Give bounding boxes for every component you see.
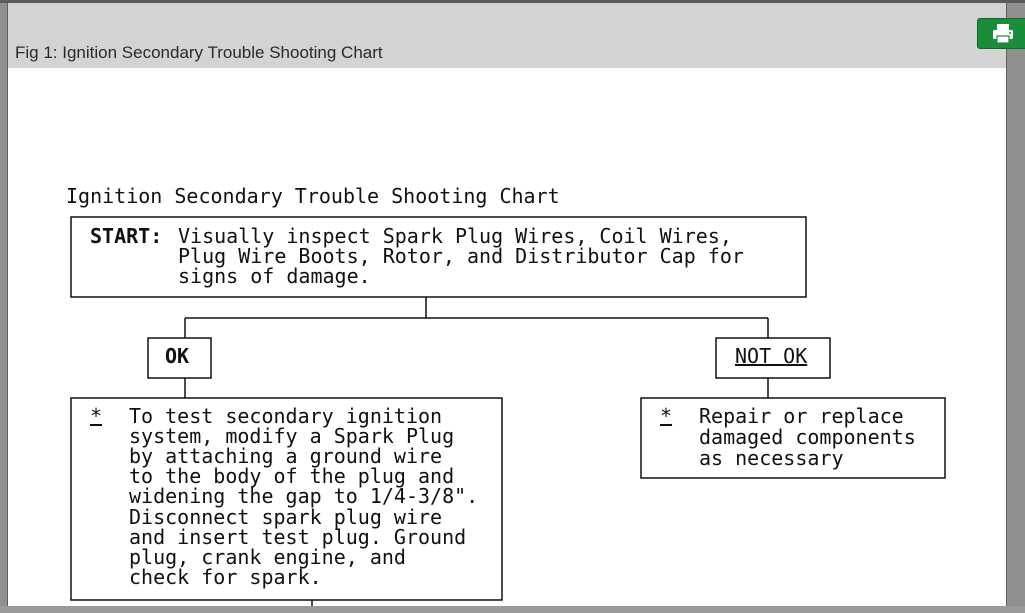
start-label: START: <box>90 224 163 248</box>
not-ok-step-bullet: * <box>660 404 673 428</box>
not-ok-step-line-3: as necessary <box>699 446 844 470</box>
ok-step-line-3: by attaching a ground wire <box>129 444 443 468</box>
ok-label: OK <box>165 344 190 368</box>
not-ok-step-line-2: damaged components <box>699 425 916 449</box>
ok-step-line-2: system, modify a Spark Plug <box>129 424 455 448</box>
scroll-edge <box>0 606 1025 613</box>
flowchart-title: Ignition Secondary Trouble Shooting Chart <box>66 184 560 208</box>
not-ok-step-line-1: Repair or replace <box>699 404 904 428</box>
ok-step-line-9: check for spark. <box>129 565 322 589</box>
figure-caption: Fig 1: Ignition Secondary Trouble Shooting Chart <box>15 43 383 62</box>
start-line-1: Visually inspect Spark Plug Wires, Coil Wires, <box>178 224 732 248</box>
start-line-2: Plug Wire Boots, Rotor, and Distributor Cap for <box>178 244 744 268</box>
ok-step-bullet: * <box>90 404 103 428</box>
ok-step-line-7: and insert test plug. Ground <box>129 525 467 549</box>
ok-step-line-6: Disconnect spark plug wire <box>129 505 443 529</box>
ok-step-line-4: to the body of the plug and <box>129 464 455 488</box>
ok-step-line-5: widening the gap to 1/4-3/8". <box>129 484 479 508</box>
not-ok-label: NOT OK <box>735 344 808 368</box>
ok-step-line-8: plug, crank engine, and <box>129 545 406 569</box>
ok-step-line-1: To test secondary ignition <box>129 404 443 428</box>
start-line-3: signs of damage. <box>178 264 371 288</box>
